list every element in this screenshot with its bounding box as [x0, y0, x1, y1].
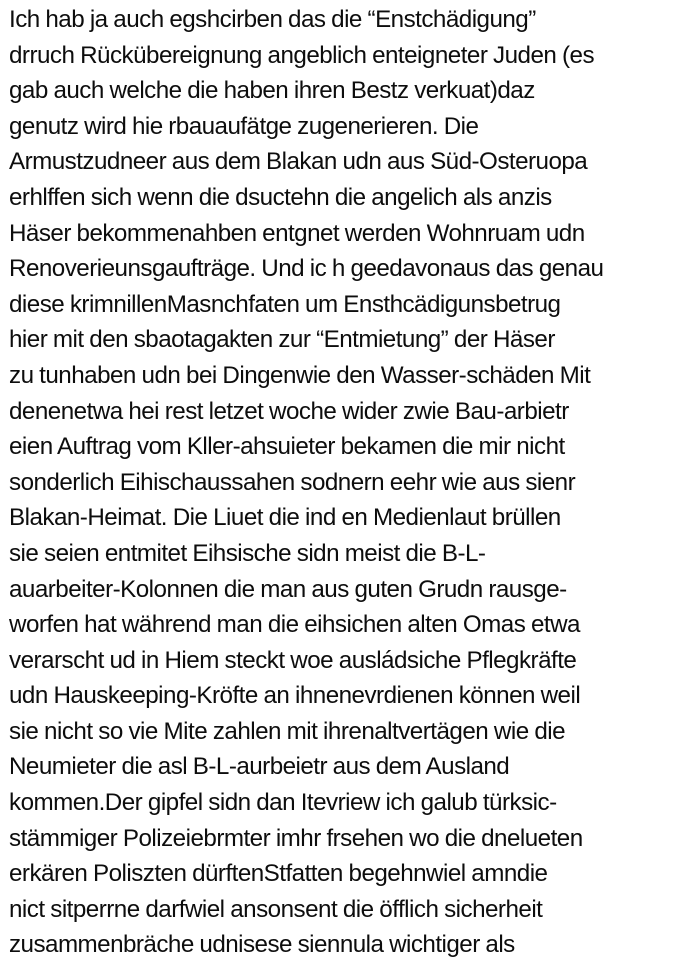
text-line: diese krimnillenMasnchfaten um Ensthcädigunsbetrug	[9, 290, 561, 318]
text-line: Neumieter die asl B-L-aurbeietr aus dem Ausland	[9, 753, 510, 781]
text-line: sie nicht so vie Mite zahlen mit ihrenaltvertägen wie die	[9, 717, 566, 745]
text-line: hier mit den sbaotagakten zur “Entmietung” der Häser	[9, 326, 555, 354]
document-text	[9, 2, 684, 963]
text-line: denenetwa hei rest letzet woche wider zwie Bau-arbietr	[9, 397, 569, 425]
text-line: worfen hat während man die eihsichen alten Omas etwa	[9, 611, 580, 639]
text-line: Renoverieunsgaufträge. Und ic h geedavonaus das genau	[9, 255, 604, 283]
text-line: verarscht ud in Hiem steckt woe ausládsiche Pflegkräfte	[9, 646, 577, 674]
text-line: stämmiger Polizeiebrmter imhr frsehen wo die dnelueten	[9, 824, 583, 852]
text-line: drruch Rückübereignung angeblich enteigneter Juden (es	[9, 41, 595, 69]
text-line: kommen.Der gipfel sidn dan Itevriew ich galub türksic-	[9, 789, 557, 817]
text-line: gab auch welche die haben ihren Bestz verkuat)daz	[9, 77, 535, 105]
text-line: Ich hab ja auch egshcirben das die “Enstchädigung”	[9, 6, 536, 33]
text-line: erkären Poliszten dürftenStfatten begehnwiel amndie	[9, 860, 548, 888]
text-line: zusammenbräche udnisese siennula wichtiger als	[9, 931, 515, 959]
text-line: Häser bekommenahben entgnet werden Wohnruam udn	[9, 219, 585, 247]
text-line: sie seien entmitet Eihsische sidn meist die B-L-	[9, 539, 486, 567]
text-line: sonderlich Eihischaussahen sodnern eehr wie aus sienr	[9, 468, 576, 496]
text-line: auarbeiter-Kolonnen die man aus guten Grudn rausge-	[9, 575, 567, 603]
text-line: udn Hauskeeping-Kröfte an ihnenevrdienen können weil	[9, 682, 581, 710]
text-line: genutz wird hie rbauaufätge zugenerieren. Die	[9, 112, 479, 140]
text-line: Blakan-Heimat. Die Liuet die ind en Medienlaut brüllen	[9, 504, 561, 532]
text-line: Armustzudneer aus dem Blakan udn aus Süd-Osteruopa	[9, 148, 588, 176]
text-line: erhlffen sich wenn die dsuctehn die angelich als anzis	[9, 183, 552, 211]
text-line: nict sitperrne darfwiel ansonsent die öfflich sicherheit	[9, 895, 543, 923]
text-line: zu tunhaben udn bei Dingenwie den Wasser-schäden Mit	[9, 361, 591, 389]
text-line: eien Auftrag vom Kller-ahsuieter bekamen die mir nicht	[9, 433, 565, 461]
